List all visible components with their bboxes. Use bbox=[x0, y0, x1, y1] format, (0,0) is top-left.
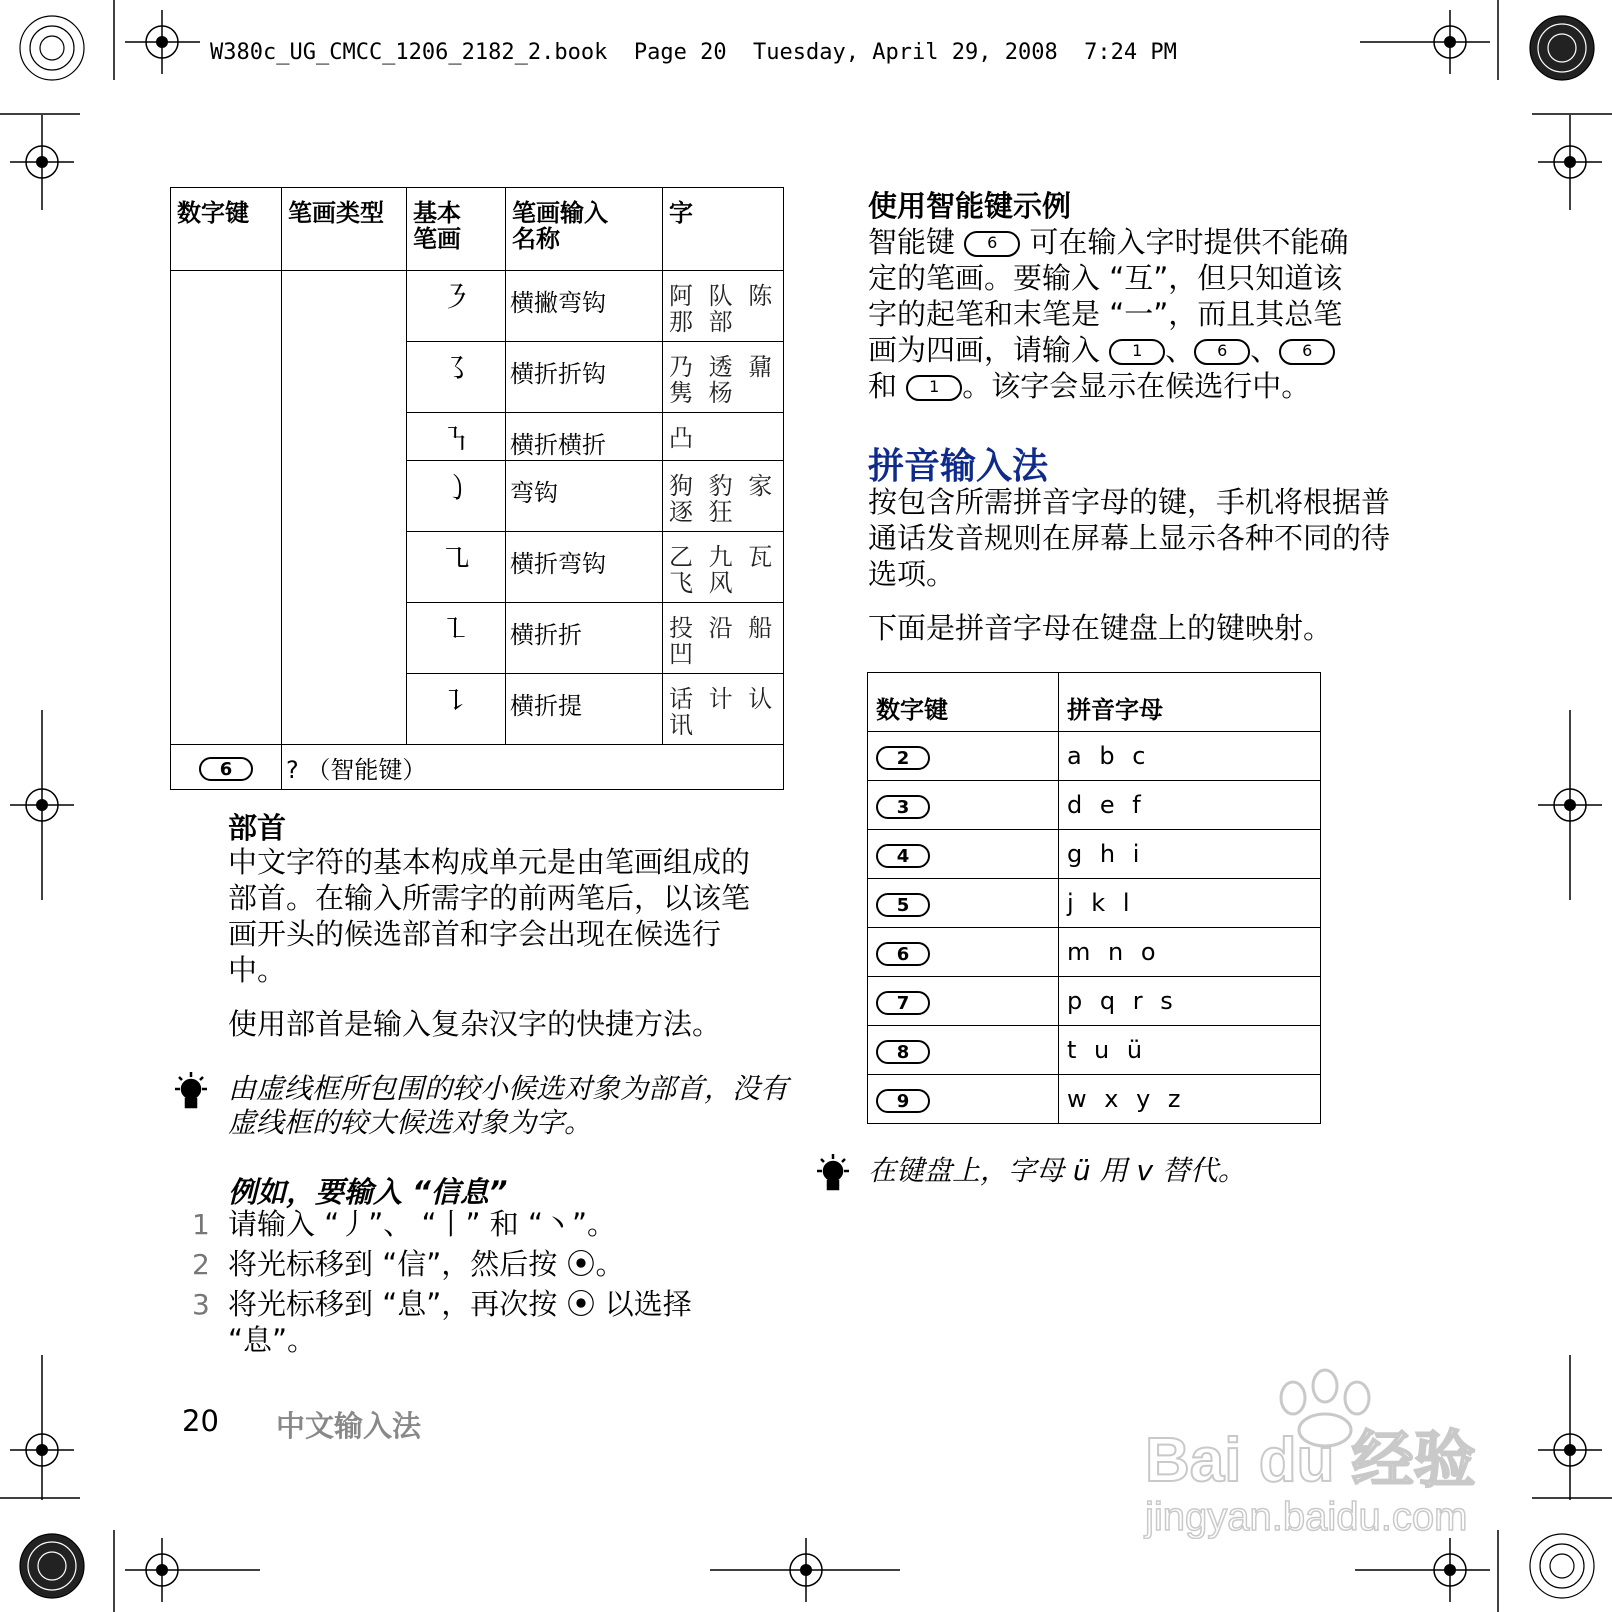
table-row bbox=[868, 928, 1321, 977]
key-6-icon: 6 bbox=[1194, 339, 1250, 365]
stroke-glyph: ㇊ bbox=[407, 674, 506, 745]
table-row bbox=[868, 977, 1321, 1026]
section-title-radical: 部首 bbox=[228, 811, 287, 845]
letters-cell: m n o bbox=[1059, 928, 1321, 977]
text-span: 可在输入字时提供不能确 bbox=[1029, 225, 1349, 259]
page-header: W380c_UG_CMCC_1206_2182_2.book Page 20 Tuesday, April 29, 2008 7:24 PM bbox=[210, 40, 1177, 65]
table-row bbox=[868, 1075, 1321, 1124]
key-cell bbox=[868, 781, 1059, 830]
key-8-icon: 8 bbox=[876, 1040, 930, 1064]
table-row bbox=[171, 271, 784, 342]
pinyin-paragraph-2: 下面是拼音字母在键盘上的键映射。 bbox=[868, 611, 1333, 645]
smart-key-cell bbox=[171, 745, 282, 790]
stroke-glyph: ㇎ bbox=[407, 413, 506, 461]
stroke-glyph: ㇈ bbox=[407, 532, 506, 603]
watermark-brand: Bai du 经验 bbox=[1145, 1426, 1476, 1495]
smart-key-line-3: 字的起笔和末笔是 “一”，而且其总笔 bbox=[868, 297, 1343, 331]
key-cell bbox=[868, 1075, 1059, 1124]
text-span: 。该字会显示在候选行中。 bbox=[962, 369, 1311, 403]
stroke-glyph: ㇋ bbox=[407, 271, 506, 342]
letters-cell: g h i bbox=[1059, 830, 1321, 879]
radical-tip-text: 由虚线框所包围的较小候选对象为部首，没有虚线框的较大候选对象为字。 bbox=[228, 1072, 789, 1139]
table-header-row bbox=[171, 188, 784, 271]
watermark-url: jingyan.baidu.com bbox=[1145, 1495, 1468, 1539]
pinyin-paragraph-1: 按包含所需拼音字母的键，手机将根据普通话发音规则在屏幕上显示各种不同的待选项。 bbox=[868, 485, 1391, 591]
example-chars: 凸 bbox=[663, 413, 784, 461]
col-header-number-key: 数字键 bbox=[171, 188, 282, 271]
table-row bbox=[868, 879, 1321, 928]
smart-key-line-4: 画为四画，请输入 1 、 6 、 6 bbox=[868, 332, 1418, 368]
empty-cell bbox=[171, 271, 282, 745]
pinyin-key-table bbox=[867, 672, 1321, 1124]
letters-cell: d e f bbox=[1059, 781, 1321, 830]
key-cell bbox=[868, 977, 1059, 1026]
table-row bbox=[171, 745, 784, 790]
key-cell bbox=[868, 928, 1059, 977]
step-text: 将光标移到 “信”，然后按 ⦿。 bbox=[228, 1247, 625, 1281]
stroke-name: 横折提 bbox=[506, 674, 663, 745]
stroke-glyph: ㇁ bbox=[407, 461, 506, 532]
table-header-row bbox=[868, 673, 1321, 732]
section-title-smart-key: 使用智能键示例 bbox=[868, 189, 1072, 223]
section-title-pinyin: 拼音输入法 bbox=[868, 446, 1049, 487]
key-6-icon: 6 bbox=[964, 231, 1020, 257]
key-cell bbox=[868, 1026, 1059, 1075]
example-chars: 投 沿 船 凹 bbox=[663, 603, 784, 674]
letters-cell: p q r s bbox=[1059, 977, 1321, 1026]
stroke-name: 横折折 bbox=[506, 603, 663, 674]
key-9-icon: 9 bbox=[876, 1089, 930, 1113]
key-cell bbox=[868, 830, 1059, 879]
text-span: 智能键 bbox=[868, 225, 956, 259]
smart-key-paragraph bbox=[868, 224, 1418, 404]
letters-cell: j k l bbox=[1059, 879, 1321, 928]
step-number: 2 bbox=[192, 1248, 210, 1281]
letters-cell: t u ü bbox=[1059, 1026, 1321, 1075]
stroke-name: 横折横折 bbox=[506, 413, 663, 461]
table-row bbox=[868, 732, 1321, 781]
col-header-stroke-name: 笔画输入 名称 bbox=[506, 188, 663, 271]
step-text: 将光标移到 “息”，再次按 ⦿ 以选择 “息”。 bbox=[228, 1287, 692, 1357]
lightbulb-tip-icon bbox=[814, 1154, 852, 1194]
key-cell bbox=[868, 732, 1059, 781]
col-header-chars: 字 bbox=[663, 188, 784, 271]
example-chars: 狗 豹 家 逐 狂 bbox=[663, 461, 784, 532]
step-number: 3 bbox=[192, 1288, 210, 1321]
stroke-glyph: ㇅ bbox=[407, 603, 506, 674]
key-1-icon: 1 bbox=[906, 375, 962, 401]
col-header-stroke-type: 笔画类型 bbox=[282, 188, 407, 271]
baidu-watermark bbox=[1145, 1380, 1525, 1539]
col-header-pinyin-letters: 拼音字母 bbox=[1059, 673, 1321, 732]
smart-key-line-5 bbox=[868, 368, 1418, 404]
stroke-name: 弯钩 bbox=[506, 461, 663, 532]
table-row bbox=[868, 781, 1321, 830]
radical-paragraph-2: 使用部首是输入复杂汉字的快捷方法。 bbox=[228, 1007, 722, 1041]
step-text: 请输入 “丿”、 “丨” 和 “丶”。 bbox=[228, 1207, 617, 1241]
col-header-number-key: 数字键 bbox=[868, 673, 1059, 732]
example-chars: 阿 队 陈 那 部 bbox=[663, 271, 784, 342]
key-2-icon: 2 bbox=[876, 746, 930, 770]
example-chars: 话 计 认 讯 bbox=[663, 674, 784, 745]
stroke-table bbox=[170, 187, 784, 790]
smart-key-label: ? （智能键） bbox=[282, 745, 784, 790]
stroke-name: 横折弯钩 bbox=[506, 532, 663, 603]
key-6-icon: 6 bbox=[1279, 339, 1335, 365]
col-header-basic-stroke: 基本 笔画 bbox=[407, 188, 506, 271]
page-number: 20 bbox=[182, 1404, 219, 1438]
table-row bbox=[868, 830, 1321, 879]
key-1-icon: 1 bbox=[1109, 339, 1165, 365]
footer-section-title: 中文输入法 bbox=[276, 1409, 422, 1443]
table-row bbox=[868, 1026, 1321, 1075]
pinyin-tip-text: 在键盘上，字母 ü 用 v 替代。 bbox=[868, 1154, 1246, 1187]
text-span: 和 bbox=[868, 369, 898, 403]
key-6-icon: 6 bbox=[199, 757, 253, 781]
key-cell bbox=[868, 879, 1059, 928]
key-5-icon: 5 bbox=[876, 893, 930, 917]
step-number: 1 bbox=[192, 1208, 210, 1241]
smart-key-line-1 bbox=[868, 224, 1418, 260]
smart-key-line-2: 定的笔画。要输入 “互”，但只知道该 bbox=[868, 261, 1343, 295]
empty-cell bbox=[282, 271, 407, 745]
example-chars: 乃 透 鼐 隽 杨 bbox=[663, 342, 784, 413]
example-title: 例如，要输入 “信息” bbox=[228, 1175, 508, 1209]
example-chars: 乙 九 瓦 飞 风 bbox=[663, 532, 784, 603]
key-3-icon: 3 bbox=[876, 795, 930, 819]
letters-cell: w x y z bbox=[1059, 1075, 1321, 1124]
stroke-glyph: ㇌ bbox=[407, 342, 506, 413]
text-span: 画为四画，请输入 bbox=[868, 333, 1101, 367]
radical-paragraph-1: 中文字符的基本构成单元是由笔画组成的部首。在输入所需字的前两笔后，以该笔画开头的候选部首和字会出现在候选行中。 bbox=[228, 845, 751, 987]
letters-cell: a b c bbox=[1059, 732, 1321, 781]
stroke-name: 横折折钩 bbox=[506, 342, 663, 413]
stroke-name: 横撇弯钩 bbox=[506, 271, 663, 342]
lightbulb-tip-icon bbox=[172, 1072, 210, 1112]
key-7-icon: 7 bbox=[876, 991, 930, 1015]
key-4-icon: 4 bbox=[876, 844, 930, 868]
key-6-icon: 6 bbox=[876, 942, 930, 966]
